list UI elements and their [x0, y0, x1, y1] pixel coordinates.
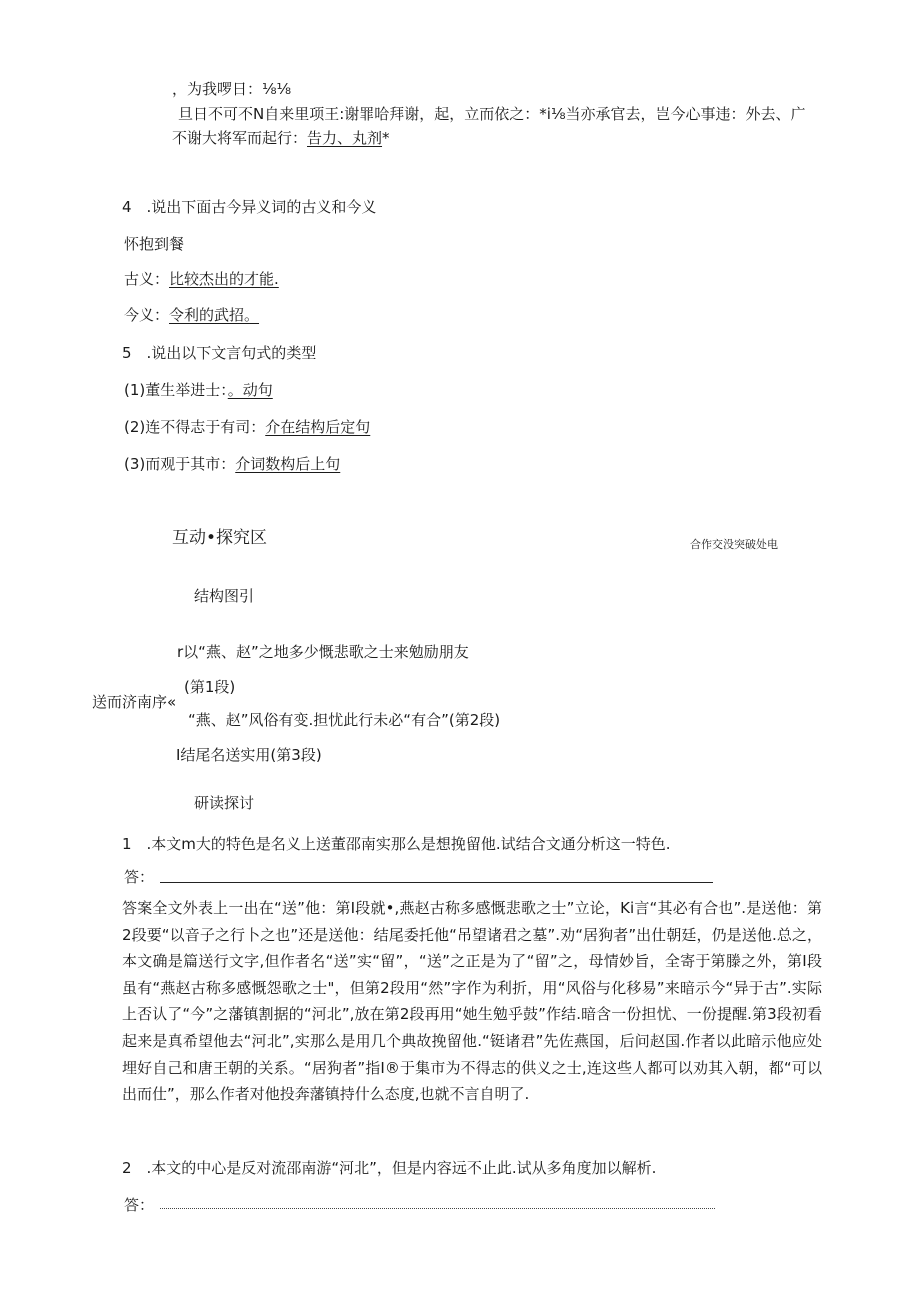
- q4-gu-row: [124, 268, 279, 290]
- q4-word: 怀抱到餐: [124, 235, 185, 253]
- answer-1-paragraph: 答案全文外表上一出在“送”他：第I段就•,燕赵古称多感慨悲歌之士”立论，Ki言“其必有合也”.是送他：第2段要“以音子之行卜之也”还是送他：结尾委托他“吊望诸君之墓”.劝“居狗者”出仕朝廷，仍是送他.总之，本文确是篇送行文字,但作者名“送”实“留”，“送”之正是为了“留”之，母情妙旨，全寄于第滕之外，第I段虽有“燕赵古称多感慨怨歌之士"，但第2段用“然”字作为利折，用“风俗与化移易”来暗示今“异于古”.实际上否认了“今”之藩镇割据的“河北”,放在第2段再用“她生勉乎鼓”作结.暗含一份担忧、一份提醒.第3段初看起来是真希望他去“河北”,实那么是用几个典故挽留他.“铤诸君”先佐燕国，后问赵国.作者以此暗示他应处埋好自己和唐王朝的关系。“居狗者”指I®于集市为不得志的供义之士,连这些人都可以劝其入朝，都“可以出而仕”，那么作者对他投奔藩镇持什么态度,也就不言自明了.: [122, 899, 822, 1104]
- structure-branch-1: r以“燕、赵”之地多少慨悲歌之士来勉励朋友: [177, 643, 469, 661]
- structure-title: 结构图引: [194, 587, 255, 605]
- q5-item-label: (3)而观于其市：: [124, 455, 236, 473]
- answer-1-blank-line[interactable]: [160, 882, 713, 883]
- q5-item-2: [124, 416, 370, 438]
- structure-root: 送而济南序«: [92, 693, 177, 711]
- q5-item-1: [124, 379, 273, 401]
- q5-item-label: (2)连不得志于有司：: [124, 418, 266, 436]
- q5-item-answer: 。动句: [227, 381, 273, 399]
- excerpt-line-3-answer: 告力、丸剂: [307, 129, 383, 147]
- q5-item-label: (1)董生举进士：: [124, 381, 228, 399]
- q4-jin-row: [124, 304, 259, 326]
- section-title: 互动•探究区: [172, 528, 268, 548]
- structure-branch-3: I结尾名送实用(第3段): [176, 746, 322, 764]
- q5-item-answer: 介在结构后定句: [265, 418, 371, 436]
- study-title: 研读探讨: [194, 794, 255, 812]
- study-q2: 2 .本文的中心是反对流邵南游“河北”，但是内容远不止此.试从多角度加以解析.: [122, 1159, 657, 1177]
- structure-branch-2: “燕、赵”风俗有变.担忧此行未必“有合”(第2段): [188, 711, 501, 729]
- excerpt-line-3: [172, 127, 390, 149]
- excerpt-line-3-suffix: *: [382, 129, 390, 147]
- q4-gu-label: 古义：: [124, 270, 170, 288]
- q4-title: 4 .说出下面古今异义词的古义和今义: [122, 198, 377, 216]
- q4-gu-answer: 比较杰出的才能.: [169, 270, 279, 288]
- excerpt-line-3-prefix: 不谢大将军而起行：: [172, 129, 308, 147]
- q4-jin-label: 今义：: [124, 306, 170, 324]
- answer-1-label: 答：: [124, 868, 155, 886]
- structure-branch-1-para: (第1段): [184, 678, 236, 696]
- q4-jin-answer: 令利的武招。: [169, 306, 260, 324]
- q5-item-answer: 介词数构后上句: [235, 455, 341, 473]
- excerpt-line-2: 旦日不可不N自来里项王:谢罪哈拜谢，起，立而依之：*i⅛当亦承官去，岂今心事违：外去、广: [178, 105, 806, 123]
- q5-title: 5 .说出以下文言句式的类型: [122, 344, 317, 362]
- section-tag: 合作交没突破处电: [690, 538, 778, 551]
- excerpt-line-1: ，为我啰日：⅛⅛: [172, 80, 292, 98]
- q5-item-3: [124, 453, 340, 475]
- answer-2-label: 答：: [124, 1196, 155, 1214]
- answer-2-blank-line[interactable]: [160, 1208, 715, 1209]
- study-q1: 1 .本文m大的特色是名义上送董邵南实那么是想挽留他.试结合文通分析这一特色.: [122, 835, 671, 853]
